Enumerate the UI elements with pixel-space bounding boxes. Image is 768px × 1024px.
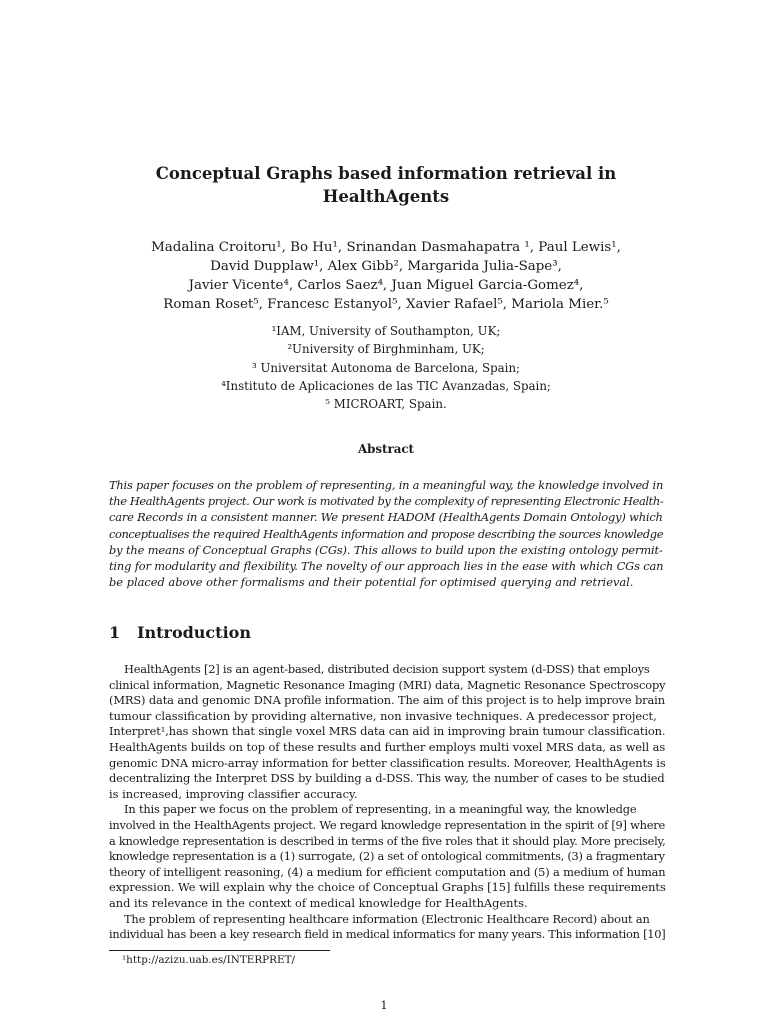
body-line: HealthAgents [2] is an agent-based, distributed decision support system (d-DSS) that employs	[124, 662, 650, 676]
abstract-line: be placed above other formalisms and their potential for optimised querying and retrieval.	[109, 575, 634, 590]
author-line: Madalina Croitoru¹, Bo Hu¹, Srinandan Dasmahapatra ¹, Paul Lewis¹,	[151, 240, 621, 255]
abstract-line: ting for modularity and flexibility. The novelty of our approach lies in the ease with which CGs can	[109, 559, 664, 574]
author-line: Roman Roset⁵, Francesc Estanyol⁵, Xavier Rafael⁵, Mariola Mier.⁵	[163, 297, 609, 312]
affiliation-line: ⁴Instituto de Aplicaciones de las TIC Avanzadas, Spain;	[221, 378, 551, 393]
affiliation-line: ⁵ MICROART, Spain.	[325, 397, 447, 412]
affiliation-line: ²University of Birghminham, UK;	[287, 342, 485, 357]
body-line: expression. We will explain why the choice of Conceptual Graphs [15] fulfills these requirements	[109, 880, 666, 895]
body-line: The problem of representing healthcare information (Electronic Healthcare Record) about an	[124, 911, 650, 926]
affiliation-line: ¹IAM, University of Southampton, UK;	[271, 324, 501, 338]
author-list	[109, 238, 663, 314]
body-line: clinical information, Magnetic Resonance Imaging (MRI) data, Magnetic Resonance Spectroscopy	[109, 677, 666, 692]
body-line: (MRS) data and genomic DNA profile information. The aim of this project is to help improve brain	[109, 693, 665, 708]
body-line: tumour classification by providing alternative, non invasive techniques. A predecessor project,	[109, 708, 657, 723]
title-line: HealthAgents	[322, 187, 450, 206]
section-title: Introduction	[137, 623, 251, 642]
body-line: HealthAgents builds on top of these results and further employs multi voxel MRS data, as well as	[109, 739, 666, 754]
body-line: and its relevance in the context of medical knowledge for HealthAgents.	[109, 895, 528, 910]
body-line: In this paper we focus on the problem of representing, in a meaningful way, the knowledge	[124, 802, 637, 817]
body-line: decentralizing the Interpret DSS by building a d-DSS. This way, the number of cases to be studied	[109, 771, 665, 786]
section-heading	[109, 623, 251, 643]
body-text	[109, 662, 665, 943]
title-line: Conceptual Graphs based information retrieval in	[155, 164, 617, 183]
abstract-heading: Abstract	[358, 442, 414, 456]
body-line: Interpret¹,has shown that single voxel MRS data can aid in improving brain tumour classification.	[109, 724, 666, 739]
body-line: is increased, improving classifier accuracy.	[109, 786, 358, 801]
affiliation-list	[109, 322, 663, 413]
abstract-line: the HealthAgents project. Our work is motivated by the complexity of representing Electronic Health-	[109, 494, 664, 509]
abstract-line: This paper focuses on the problem of representing, in a meaningful way, the knowledge involved in	[109, 478, 664, 492]
paper-title	[109, 162, 663, 208]
abstract-line: care Records in a consistent manner. We present HADOM (HealthAgents Domain Ontology) which	[109, 510, 663, 525]
body-line: knowledge representation is a (1) surrogate, (2) a set of ontological commitments, (3) a fragmentary	[109, 849, 665, 864]
body-line: a knowledge representation is described in terms of the five roles that it should play. More precisely,	[109, 833, 666, 848]
abstract-line: conceptualises the required HealthAgents information and propose describing the sources knowledge	[109, 526, 664, 541]
author-line: Javier Vicente⁴, Carlos Saez⁴, Juan Miguel Garcia-Gomez⁴,	[188, 278, 584, 293]
author-line: David Dupplaw¹, Alex Gibb², Margarida Julia-Sape³,	[210, 259, 562, 274]
body-line: theory of intelligent reasoning, (4) a medium for efficient computation and (5) a medium of human	[109, 864, 666, 879]
affiliation-line: ³ Universitat Autonoma de Barcelona, Spain;	[251, 360, 521, 375]
section-number: 1	[109, 623, 121, 642]
body-line: individual has been a key research field in medical informatics for many years. This information [10]	[109, 927, 666, 942]
page-number: 1	[380, 998, 388, 1012]
body-line: genomic DNA micro-array information for better classification results. Moreover, HealthAgents is	[109, 755, 666, 770]
abstract-body	[109, 477, 663, 590]
abstract-line: by the means of Conceptual Graphs (CGs). This allows to build upon the existing ontology permit-	[109, 542, 663, 557]
body-line: involved in the HealthAgents project. We regard knowledge representation in the spirit of [9] where	[109, 817, 665, 832]
footnote: ¹http://azizu.uab.es/INTERPRET/	[122, 954, 296, 966]
footnote-rule	[109, 950, 330, 951]
